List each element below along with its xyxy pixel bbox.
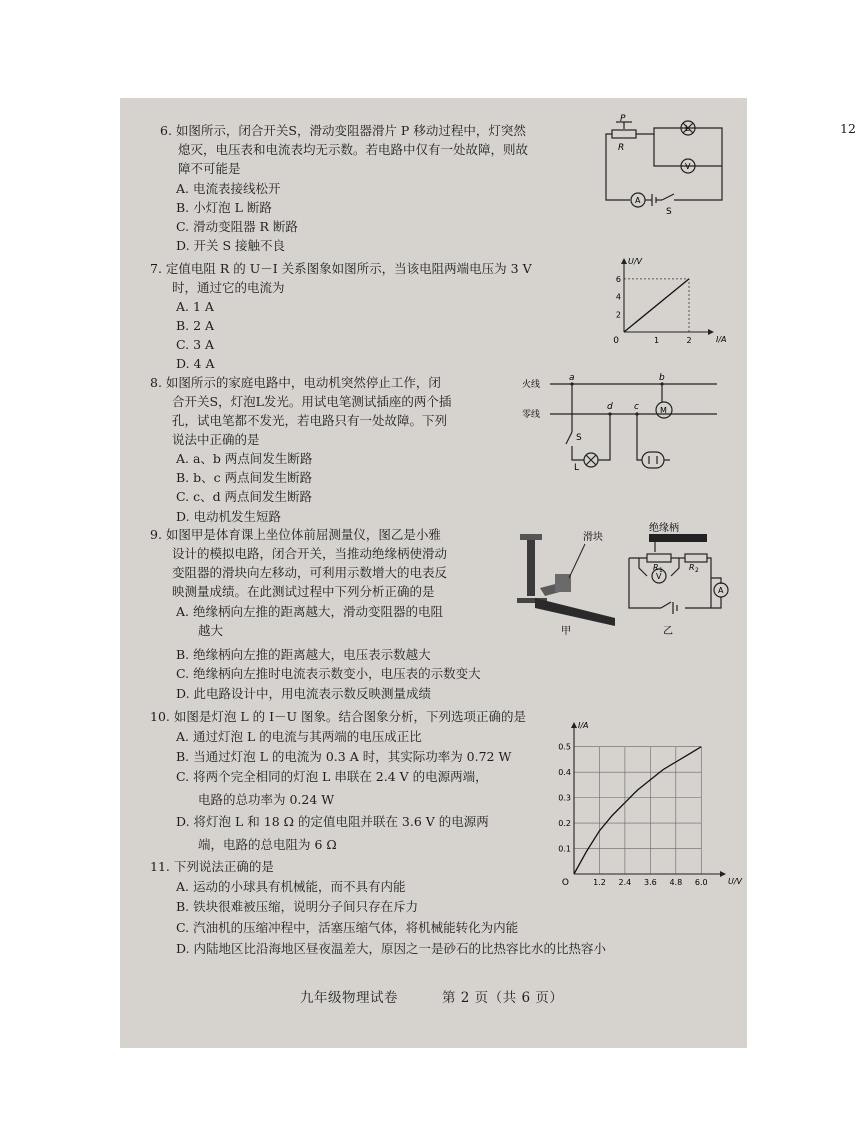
fig-label-p: P — [620, 114, 626, 124]
q6-option-b: B. 小灯泡 L 断路 — [176, 200, 272, 215]
y-tick-label: 0.1 — [558, 844, 571, 854]
q9-option-d: D. 此电路设计中，用电流表示数反映测量成绩 — [176, 686, 432, 701]
x-axis-arrow — [708, 329, 714, 335]
fig-label-l: L — [685, 124, 690, 133]
point-d-label: d — [607, 402, 613, 412]
q8-option-a: A. a、b 两点间发生断路 — [176, 451, 313, 466]
x-tick-label: 1 — [653, 336, 660, 345]
x-tick-label: 3.6 — [643, 878, 657, 887]
footer-subject: 九年级物理试卷 — [300, 990, 398, 1006]
q10-option-a: A. 通过灯泡 L 的电流与其两端的电压成正比 — [176, 729, 422, 744]
y-axis-label: I/A — [578, 721, 589, 730]
x-tick-label: 6.0 — [694, 878, 708, 887]
fig-label-r: R — [618, 143, 625, 153]
q11-line1: 11. 下列说法正确的是 — [150, 859, 274, 874]
motor-m-label: M — [660, 406, 667, 415]
fig-jia-label: 甲 — [561, 626, 571, 637]
voltmeter-label: V — [656, 572, 662, 581]
q6-option-d: D. 开关 S 接触不良 — [176, 238, 286, 253]
q9-option-a: A. 绝缘柄向左推的距离越大，滑动变阻器的电阻 — [176, 604, 443, 619]
q9-option-c: C. 绝缘柄向左推时电流表示数变小，电压表的示数变大 — [176, 666, 481, 681]
q10-i-u-chart — [550, 721, 743, 891]
q10-line1: 10. 如图是灯泡 L 的 I－U 图象。结合图象分析，下列选项正确的是 — [150, 709, 527, 724]
q9-option-b: B. 绝缘柄向左推的距离越大，电压表示数越大 — [176, 647, 431, 662]
series-line — [574, 747, 701, 874]
q6-line3: 障不可能是 — [178, 161, 241, 176]
q7-option-a: A. 1 A — [176, 299, 214, 314]
point-a-label: a — [569, 373, 575, 383]
y-tick-label: 0.4 — [558, 768, 571, 778]
q9-option-a-cont: 越大 — [198, 623, 224, 638]
footer-page: 第 2 页（共 6 页） — [442, 990, 564, 1006]
q8-option-d: D. 电动机发生短路 — [176, 509, 282, 524]
x-tick-label: 4.8 — [669, 878, 683, 887]
ammeter-label: A — [718, 586, 724, 595]
q8-line2: 合开关S，灯泡L发光。用试电笔测试插座的两个插 — [172, 394, 452, 409]
live-wire-label: 火线 — [522, 380, 541, 390]
r2-subscript: 2 — [695, 567, 699, 574]
y-tick-label: 0.3 — [558, 793, 571, 803]
r1-label: R — [653, 563, 659, 572]
handle-label: 绝缘柄 — [649, 523, 679, 534]
slider-label: 滑块 — [583, 532, 603, 543]
q10-option-b: B. 当通过灯泡 L 的电流为 0.3 A 时，其实际功率为 0.72 W — [176, 749, 512, 764]
q9-figure-jia-device — [515, 526, 623, 636]
q7-u-i-chart — [610, 256, 727, 346]
q11-option-b: B. 铁块很难被压缩，说明分子间只存在斥力 — [176, 899, 419, 914]
switch-s-label: S — [576, 433, 582, 443]
origin-label: 0 — [613, 336, 619, 346]
q8-line4: 说法中正确的是 — [172, 432, 260, 447]
series-line — [624, 279, 689, 332]
fig-label-s: S — [666, 207, 672, 217]
x-axis-label: U/V — [728, 877, 743, 886]
x-axis-label: I/A — [716, 335, 727, 344]
q6-line2: 熄灭，电压表和电流表均无示数。若电路中仅有一处故障，则故 — [178, 142, 529, 157]
q11-option-c: C. 汽油机的压缩冲程中，活塞压缩气体，将机械能转化为内能 — [176, 920, 519, 935]
y-tick-label: 2 — [615, 310, 621, 320]
q9-figure-yi-circuit — [625, 523, 735, 638]
x-tick-label: 1.2 — [593, 878, 606, 887]
q10-option-c: C. 将两个完全相同的灯泡 L 串联在 2.4 V 的电源两端， — [176, 769, 488, 784]
y-tick-label: 0.5 — [558, 742, 571, 752]
q7-option-c: C. 3 A — [176, 337, 215, 352]
rheostat-r1-symbol — [647, 554, 671, 562]
fig-label-v: V — [685, 162, 691, 171]
q7-line1: 7. 定值电阻 R 的 U－I 关系图象如图所示，当该电阻两端电压为 3 V — [150, 261, 532, 276]
q7-option-b: B. 2 A — [176, 318, 215, 333]
socket-symbol — [642, 452, 664, 468]
q6-option-a: A. 电流表接线松开 — [176, 181, 281, 196]
neutral-wire-label: 零线 — [522, 410, 541, 420]
origin-label: O — [561, 878, 569, 888]
q8-line1: 8. 如图所示的家庭电路中，电动机突然停止工作，闭 — [150, 375, 441, 390]
point-b-label: b — [659, 373, 665, 383]
y-axis-arrow — [571, 722, 577, 728]
q6-circuit-diagram — [602, 114, 732, 217]
q8-line3: 孔，试电笔都不发光，若电路只有一处故障。下列 — [172, 413, 448, 428]
r2-label: R — [689, 563, 695, 572]
q9-line4: 映测量成绩。在此测试过程中下列分析正确的是 — [172, 584, 435, 599]
q6-line1: 6. 如图所示，闭合开关S，滑动变阻器滑片 P 移动过程中，灯突然 — [160, 123, 526, 138]
r1-subscript: 1 — [659, 567, 663, 574]
q8-option-b: B. b、c 两点间发生断路 — [176, 470, 313, 485]
x-tick-label: 2.4 — [618, 878, 632, 887]
q7-line2: 时，通过它的电流为 — [172, 280, 285, 295]
exam-page — [120, 98, 856, 1048]
q8-household-circuit — [522, 374, 727, 474]
lamp-l-label: L — [574, 463, 580, 473]
q10-option-c-cont: 电路的总功率为 0.24 W — [198, 792, 335, 807]
q8-option-c: C. c、d 两点间发生断路 — [176, 489, 313, 504]
y-axis-arrow — [621, 258, 627, 264]
q9-line1: 9. 如图甲是体育课上坐位体前屈测量仪，图乙是小雅 — [150, 527, 441, 542]
y-axis-label: U/V — [628, 257, 643, 266]
y-tick-label: 0.2 — [558, 819, 571, 829]
q11-option-a: A. 运动的小球具有机械能，而不具有内能 — [176, 879, 406, 894]
resistor-r2-symbol — [685, 554, 707, 562]
edge-page-number: 12 — [840, 121, 856, 136]
point-c-label: c — [634, 402, 639, 412]
q11-option-d: D. 内陆地区比沿海地区昼夜温差大，原因之一是砂石的比热容比水的比热容小 — [176, 941, 607, 956]
q6-option-c: C. 滑动变阻器 R 断路 — [176, 219, 298, 234]
q7-option-d: D. 4 A — [176, 356, 215, 371]
fig-yi-label: 乙 — [663, 626, 673, 637]
x-axis-arrow — [720, 871, 726, 877]
q9-line2: 设计的模拟电路，闭合开关，当推动绝缘柄使滑动 — [172, 546, 448, 561]
y-tick-label: 4 — [615, 292, 621, 302]
y-tick-label: 6 — [615, 274, 621, 284]
rheostat-symbol — [612, 130, 636, 138]
x-tick-label: 2 — [686, 336, 692, 345]
q9-line3: 变阻器的滑块向左移动，可利用示数增大的电表反 — [172, 565, 448, 580]
q10-option-d-cont: 端，电路的总电阻为 6 Ω — [198, 837, 337, 852]
fig-label-a: A — [635, 196, 641, 205]
q10-option-d: D. 将灯泡 L 和 18 Ω 的定值电阻并联在 3.6 V 的电源两 — [176, 814, 489, 829]
